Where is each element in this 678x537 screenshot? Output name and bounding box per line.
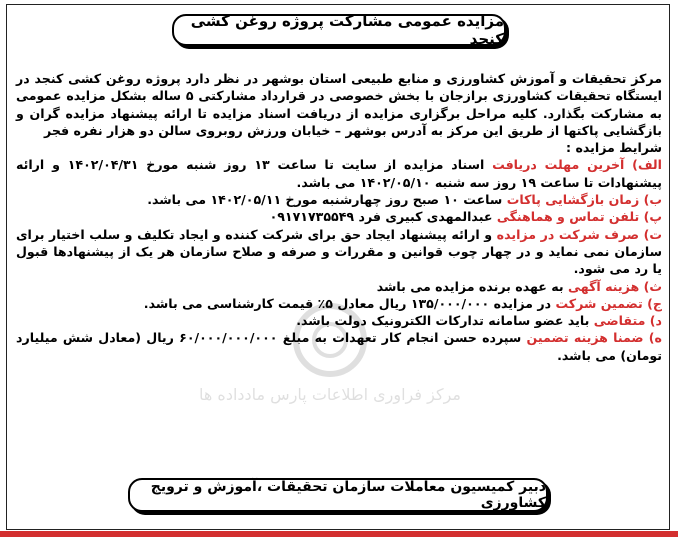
condition-lead: ت) صرف شرکت در مزایده [496,226,662,242]
condition-item [16,191,662,208]
condition-lead: ج) تضمین شرکت [555,295,662,311]
bottom-accent-band [0,531,678,537]
condition-item [16,156,662,191]
condition-item [16,329,662,364]
condition-lead: د) متقاضی [593,313,662,329]
condition-text: اسناد مزایده از سایت تا ساعت ۱۳ روز شنبه مورخ ۱۴۰۲/۰۴/۳۱ و ارائه پیشنهادات تا ساعت ۱۹ روز سه شنبه ۱۴۰۲/۰۵/۱۰ می باشد. [16,157,662,190]
condition-text: عبدالمهدی کبیری فرد ۰۹۱۷۱۷۳۵۵۴۹ [269,209,497,225]
signature-text: دبیر کمیسیون معاملات سازمان تحقیقات ،آموزش و ترویج کشاورزی [150,479,546,511]
condition-text: باید عضو سامانه تدارکات الکترونیک دولت باشد. [296,313,594,329]
intro-paragraph: مرکز تحقیقات و آموزش کشاورزی و منابع طبیعی استان بوشهر در نظر دارد پروژه روغن کشی کنجد در ایستگاه تحقیقات کشاورزی برازجان با بخش خصوصی در قرارداد مشارکتی ۵ ساله بشکل مزایده عمومی به مشارکت بگذارد. کلیه مراحل برگزاری مزایده از دریافت اسناد مزایده تا ارائه پیشنهاد مزایده گران و بازگشایی پاکتها از طریق این مرکز به آدرس بوشهر – خیابان ورزش روبروی سالن دو هزار نفره فجر [16,71,662,138]
notice-title: مزایده عمومی مشارکت پروژه روغن کشی کنجد [190,12,504,48]
condition-item [16,208,662,225]
condition-text: به عهده برنده مزایده می باشد [376,278,569,294]
condition-text: ساعت ۱۰ صبح روز چهارشنبه مورخ ۱۴۰۲/۰۵/۱۱ می باشد. [147,192,507,208]
notice-title-box [172,14,506,46]
condition-lead: ه) ضمنا هزینه تضمین [526,330,662,346]
conditions-title: شرایط مزایده : [566,140,662,156]
condition-lead: الف) آخرین مهلت دریافت [492,157,662,173]
condition-lead: ب) زمان بازگشایی پاکات [506,192,662,208]
condition-item [16,312,662,329]
condition-lead: ث) هزینه آگهی [568,278,662,294]
condition-item [16,278,662,295]
condition-item [16,226,662,278]
condition-text: سپرده حسن انجام کار تعهدات به مبلغ ۶۰/۰۰۰/۰۰۰/۰۰۰ ریال (معادل شش میلیارد تومان) می باشد. [16,330,662,363]
condition-lead: پ) تلفن تماس و هماهنگی [496,209,662,225]
condition-text: در مزایده ۱۳۵/۰۰۰/۰۰۰ ریال معادل ۵٪ قیمت کارشناسی می باشد. [143,295,556,311]
watermark-text: مرکز فراوری اطلاعات پارس مادداده ها [199,385,461,404]
condition-text: و ارائه پیشنهاد ایجاد حق برای شرکت کننده و ایجاد تکلیف و سلب اختیار برای سازمان نمی نماید و در چهار چوب قوانین و مقررات و صرفه و صلاح سازمان هر یک از پیشنهادها قبول یا رد می شود. [16,226,662,277]
notice-body [16,70,662,364]
condition-item [16,295,662,312]
signature-box [128,478,548,512]
